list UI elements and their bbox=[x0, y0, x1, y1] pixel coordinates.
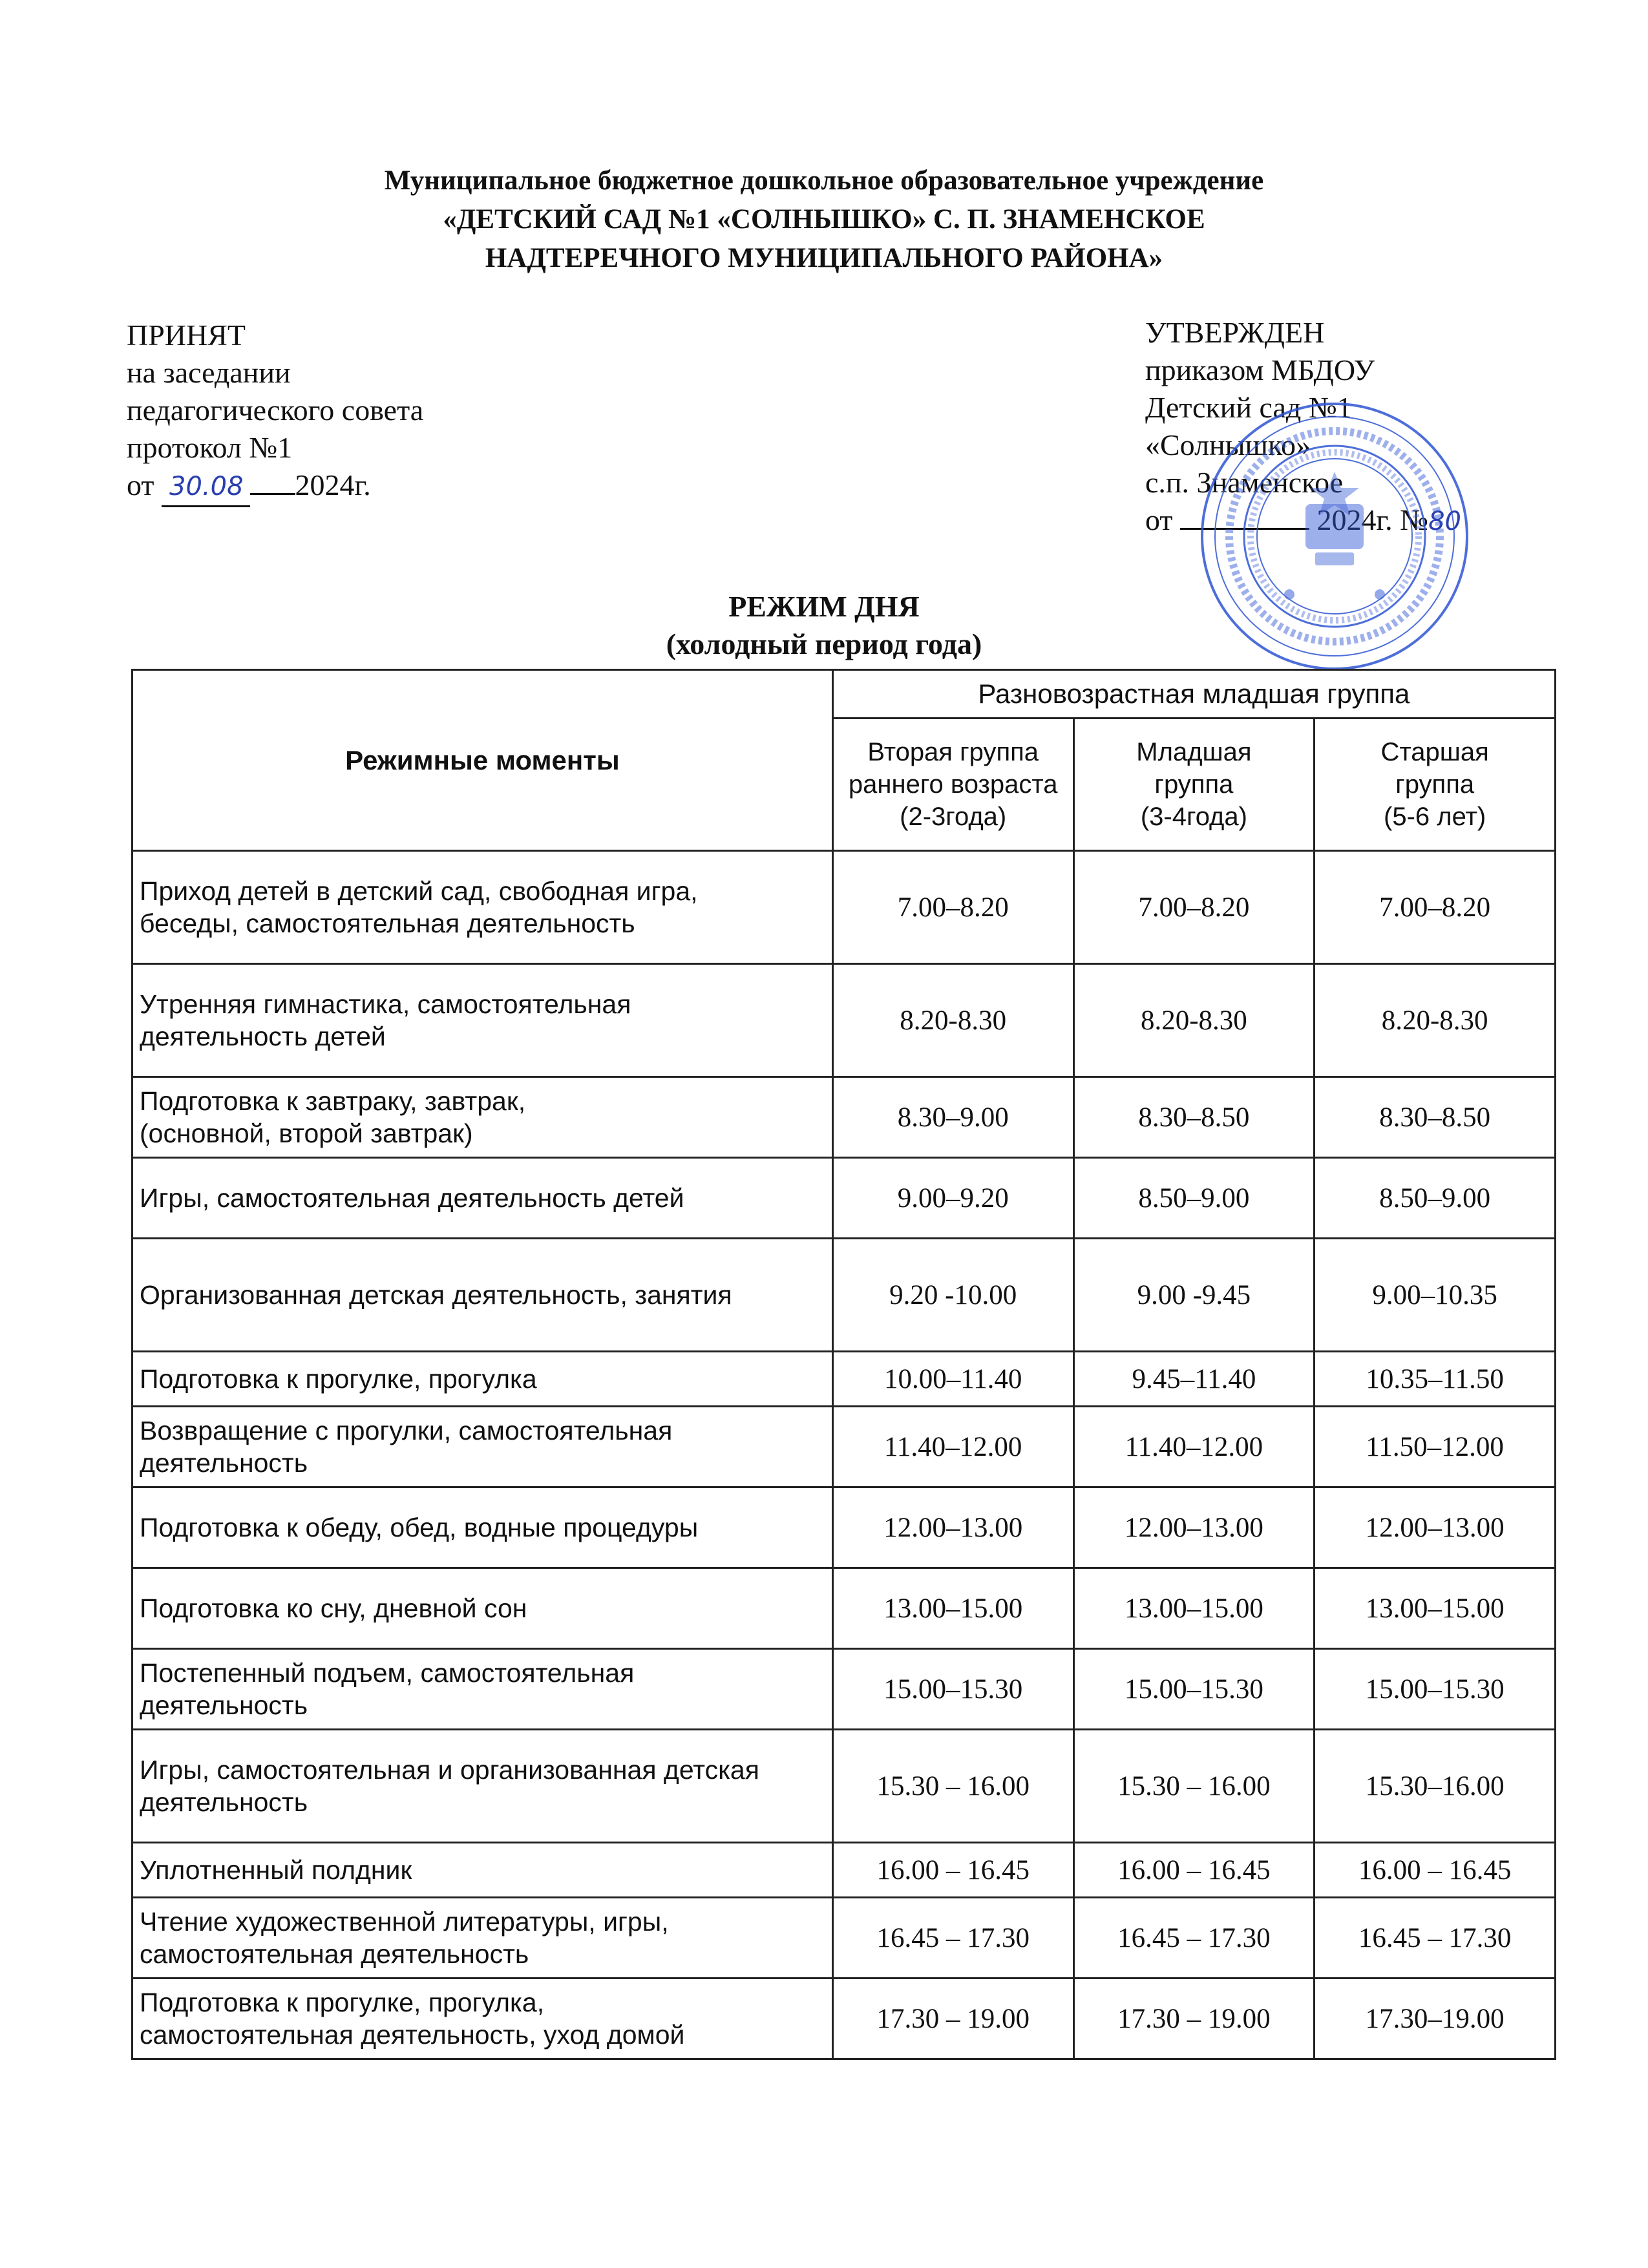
accepted-line-2: педагогического совета bbox=[127, 394, 424, 426]
subgroup-line: раннего возраста bbox=[848, 770, 1058, 799]
table-header-row bbox=[132, 670, 1556, 719]
time-cell: 17.30–19.00 bbox=[1315, 1979, 1556, 2059]
subgroup-header bbox=[832, 719, 1073, 851]
time-cell: 15.30 – 16.00 bbox=[832, 1730, 1073, 1843]
approved-line-4: с.п. Знаменское bbox=[1145, 466, 1344, 499]
table-row bbox=[132, 1158, 1556, 1239]
activity-cell bbox=[132, 1239, 833, 1352]
activity-cell bbox=[132, 1649, 833, 1730]
subgroup-line: группа bbox=[1154, 770, 1234, 799]
time-cell: 9.00 -9.45 bbox=[1073, 1239, 1315, 1352]
time-cell: 13.00–15.00 bbox=[1315, 1568, 1556, 1649]
activity-line: самостоятельная деятельность bbox=[140, 1939, 529, 1969]
time-cell: 8.20-8.30 bbox=[832, 964, 1073, 1077]
activity-cell bbox=[132, 1568, 833, 1649]
time-cell: 15.30 – 16.00 bbox=[1073, 1730, 1315, 1843]
time-cell: 9.00–9.20 bbox=[832, 1158, 1073, 1239]
time-cell: 10.35–11.50 bbox=[1315, 1352, 1556, 1407]
subgroup-line: (2-3года) bbox=[900, 803, 1007, 831]
activity-cell bbox=[132, 1158, 833, 1239]
activity-line: Подготовка к завтраку, завтрак, bbox=[140, 1086, 526, 1116]
table-row bbox=[132, 1568, 1556, 1649]
table-row bbox=[132, 851, 1556, 964]
approved-date-prefix: от bbox=[1145, 503, 1173, 536]
subgroup-header bbox=[1315, 719, 1556, 851]
activity-line: деятельность bbox=[140, 1690, 308, 1720]
org-line-1: Муниципальное бюджетное дошкольное образовательное учреждение bbox=[384, 165, 1264, 196]
time-cell: 12.00–13.00 bbox=[1315, 1487, 1556, 1568]
approved-line-1: приказом МБДОУ bbox=[1145, 353, 1375, 386]
activity-line: Чтение художественной литературы, игры, bbox=[140, 1907, 669, 1937]
activity-line: деятельность bbox=[140, 1787, 308, 1817]
approved-number-handwritten: 80 bbox=[1428, 507, 1461, 536]
activity-line: беседы, самостоятельная деятельность bbox=[140, 908, 635, 938]
time-cell: 16.00 – 16.45 bbox=[1073, 1843, 1315, 1898]
activity-cell bbox=[132, 1730, 833, 1843]
table-row bbox=[132, 1487, 1556, 1568]
date-underline bbox=[250, 493, 295, 495]
accepted-line-1: на заседании bbox=[127, 356, 291, 389]
time-cell: 12.00–13.00 bbox=[1073, 1487, 1315, 1568]
activity-line: Возвращение с прогулки, самостоятельная bbox=[140, 1416, 673, 1445]
time-cell: 8.20-8.30 bbox=[1073, 964, 1315, 1077]
group-header: Разновозрастная младшая группа bbox=[832, 670, 1555, 719]
approved-line-3: «Солнышко» bbox=[1145, 428, 1311, 461]
accepted-year: 2024г. bbox=[295, 468, 371, 501]
activity-cell bbox=[132, 1979, 833, 2059]
accepted-date-handwritten: 30.08 bbox=[162, 468, 250, 507]
org-line-3: НАДТЕРЕЧНОГО МУНИЦИПАЛЬНОГО РАЙОНА» bbox=[485, 243, 1163, 273]
time-cell: 16.00 – 16.45 bbox=[832, 1843, 1073, 1898]
activity-line: деятельность детей bbox=[140, 1022, 386, 1051]
title-line-1: РЕЖИМ ДНЯ bbox=[728, 590, 920, 623]
time-cell: 11.50–12.00 bbox=[1315, 1407, 1556, 1487]
time-cell: 11.40–12.00 bbox=[1073, 1407, 1315, 1487]
time-cell: 11.40–12.00 bbox=[832, 1407, 1073, 1487]
org-line-2: «ДЕТСКИЙ САД №1 «СОЛНЫШКО» С. П. ЗНАМЕНСКОЕ bbox=[443, 204, 1205, 235]
activity-cell bbox=[132, 1898, 833, 1979]
table-row bbox=[132, 1239, 1556, 1352]
table-row bbox=[132, 1730, 1556, 1843]
time-cell: 10.00–11.40 bbox=[832, 1352, 1073, 1407]
time-cell: 15.30–16.00 bbox=[1315, 1730, 1556, 1843]
table-row bbox=[132, 964, 1556, 1077]
table-row bbox=[132, 1649, 1556, 1730]
activity-cell bbox=[132, 1843, 833, 1898]
activity-line: деятельность bbox=[140, 1448, 308, 1478]
activity-line: Подготовка к прогулке, прогулка bbox=[140, 1364, 537, 1394]
time-cell: 9.00–10.35 bbox=[1315, 1239, 1556, 1352]
document-title bbox=[0, 588, 1648, 663]
accepted-line-3: протокол №1 bbox=[127, 431, 293, 464]
activity-cell bbox=[132, 1352, 833, 1407]
table-row bbox=[132, 1077, 1556, 1158]
time-cell: 13.00–15.00 bbox=[832, 1568, 1073, 1649]
activity-line: самостоятельная деятельность, уход домой bbox=[140, 2020, 685, 2050]
subgroup-line: (3-4года) bbox=[1140, 803, 1247, 831]
activity-line: Организованная детская деятельность, занятия bbox=[140, 1280, 732, 1310]
title-line-2: (холодный период года) bbox=[666, 627, 982, 660]
activity-cell bbox=[132, 964, 833, 1077]
table-row bbox=[132, 1979, 1556, 2059]
activity-cell bbox=[132, 1487, 833, 1568]
activity-line: Постепенный подъем, самостоятельная bbox=[140, 1658, 635, 1688]
activity-column-header: Режимные моменты bbox=[132, 670, 833, 851]
activity-line: Игры, самостоятельная деятельность детей bbox=[140, 1183, 684, 1213]
activity-line: Подготовка ко сну, дневной сон bbox=[140, 1593, 527, 1623]
table-row bbox=[132, 1898, 1556, 1979]
time-cell: 9.45–11.40 bbox=[1073, 1352, 1315, 1407]
subgroup-line: Вторая группа bbox=[867, 738, 1039, 766]
subgroup-header bbox=[1073, 719, 1315, 851]
time-cell: 17.30 – 19.00 bbox=[1073, 1979, 1315, 2059]
activity-line: (основной, второй завтрак) bbox=[140, 1118, 473, 1148]
accepted-date bbox=[127, 467, 423, 507]
time-cell: 16.45 – 17.30 bbox=[832, 1898, 1073, 1979]
activity-line: Утренняя гимнастика, самостоятельная bbox=[140, 989, 631, 1019]
time-cell: 16.00 – 16.45 bbox=[1315, 1843, 1556, 1898]
time-cell: 17.30 – 19.00 bbox=[832, 1979, 1073, 2059]
accepted-date-prefix: от bbox=[127, 468, 154, 501]
activity-cell bbox=[132, 1077, 833, 1158]
activity-line: Приход детей в детский сад, свободная игра, bbox=[140, 876, 698, 906]
activity-line: Игры, самостоятельная и организованная детская bbox=[140, 1755, 759, 1785]
time-cell: 7.00–8.20 bbox=[1315, 851, 1556, 964]
time-cell: 16.45 – 17.30 bbox=[1073, 1898, 1315, 1979]
time-cell: 15.00–15.30 bbox=[1073, 1649, 1315, 1730]
time-cell: 9.20 -10.00 bbox=[832, 1239, 1073, 1352]
time-cell: 16.45 – 17.30 bbox=[1315, 1898, 1556, 1979]
schedule-table bbox=[131, 669, 1556, 2060]
approved-line-2: Детский сад №1 bbox=[1145, 391, 1352, 424]
activity-cell bbox=[132, 1407, 833, 1487]
table-row bbox=[132, 1407, 1556, 1487]
activity-line: Подготовка к прогулке, прогулка, bbox=[140, 1988, 545, 2017]
time-cell: 12.00–13.00 bbox=[832, 1487, 1073, 1568]
activity-cell bbox=[132, 851, 833, 964]
subgroup-line: Старшая bbox=[1380, 738, 1489, 766]
time-cell: 13.00–15.00 bbox=[1073, 1568, 1315, 1649]
time-cell: 8.50–9.00 bbox=[1315, 1158, 1556, 1239]
stamp-emblem bbox=[1284, 472, 1385, 600]
time-cell: 7.00–8.20 bbox=[1073, 851, 1315, 964]
subgroup-line: группа bbox=[1395, 770, 1475, 799]
approved-year: 2024г. № bbox=[1316, 503, 1429, 536]
time-cell: 7.00–8.20 bbox=[832, 851, 1073, 964]
table-row bbox=[132, 1352, 1556, 1407]
organization-header bbox=[0, 162, 1648, 278]
time-cell: 8.30–8.50 bbox=[1073, 1077, 1315, 1158]
table-row bbox=[132, 1843, 1556, 1898]
time-cell: 15.00–15.30 bbox=[832, 1649, 1073, 1730]
approved-title: УТВЕРЖДЕН bbox=[1145, 316, 1325, 349]
accepted-block bbox=[127, 317, 423, 507]
subgroup-line: Младшая bbox=[1136, 738, 1252, 766]
activity-line: Уплотненный полдник bbox=[140, 1855, 412, 1885]
time-cell: 8.30–8.50 bbox=[1315, 1077, 1556, 1158]
activity-line: Подготовка к обеду, обед, водные процедуры bbox=[140, 1513, 699, 1542]
subgroup-line: (5-6 лет) bbox=[1384, 803, 1486, 831]
time-cell: 15.00–15.30 bbox=[1315, 1649, 1556, 1730]
time-cell: 8.30–9.00 bbox=[832, 1077, 1073, 1158]
time-cell: 8.20-8.30 bbox=[1315, 964, 1556, 1077]
accepted-title: ПРИНЯТ bbox=[127, 319, 246, 352]
time-cell: 8.50–9.00 bbox=[1073, 1158, 1315, 1239]
